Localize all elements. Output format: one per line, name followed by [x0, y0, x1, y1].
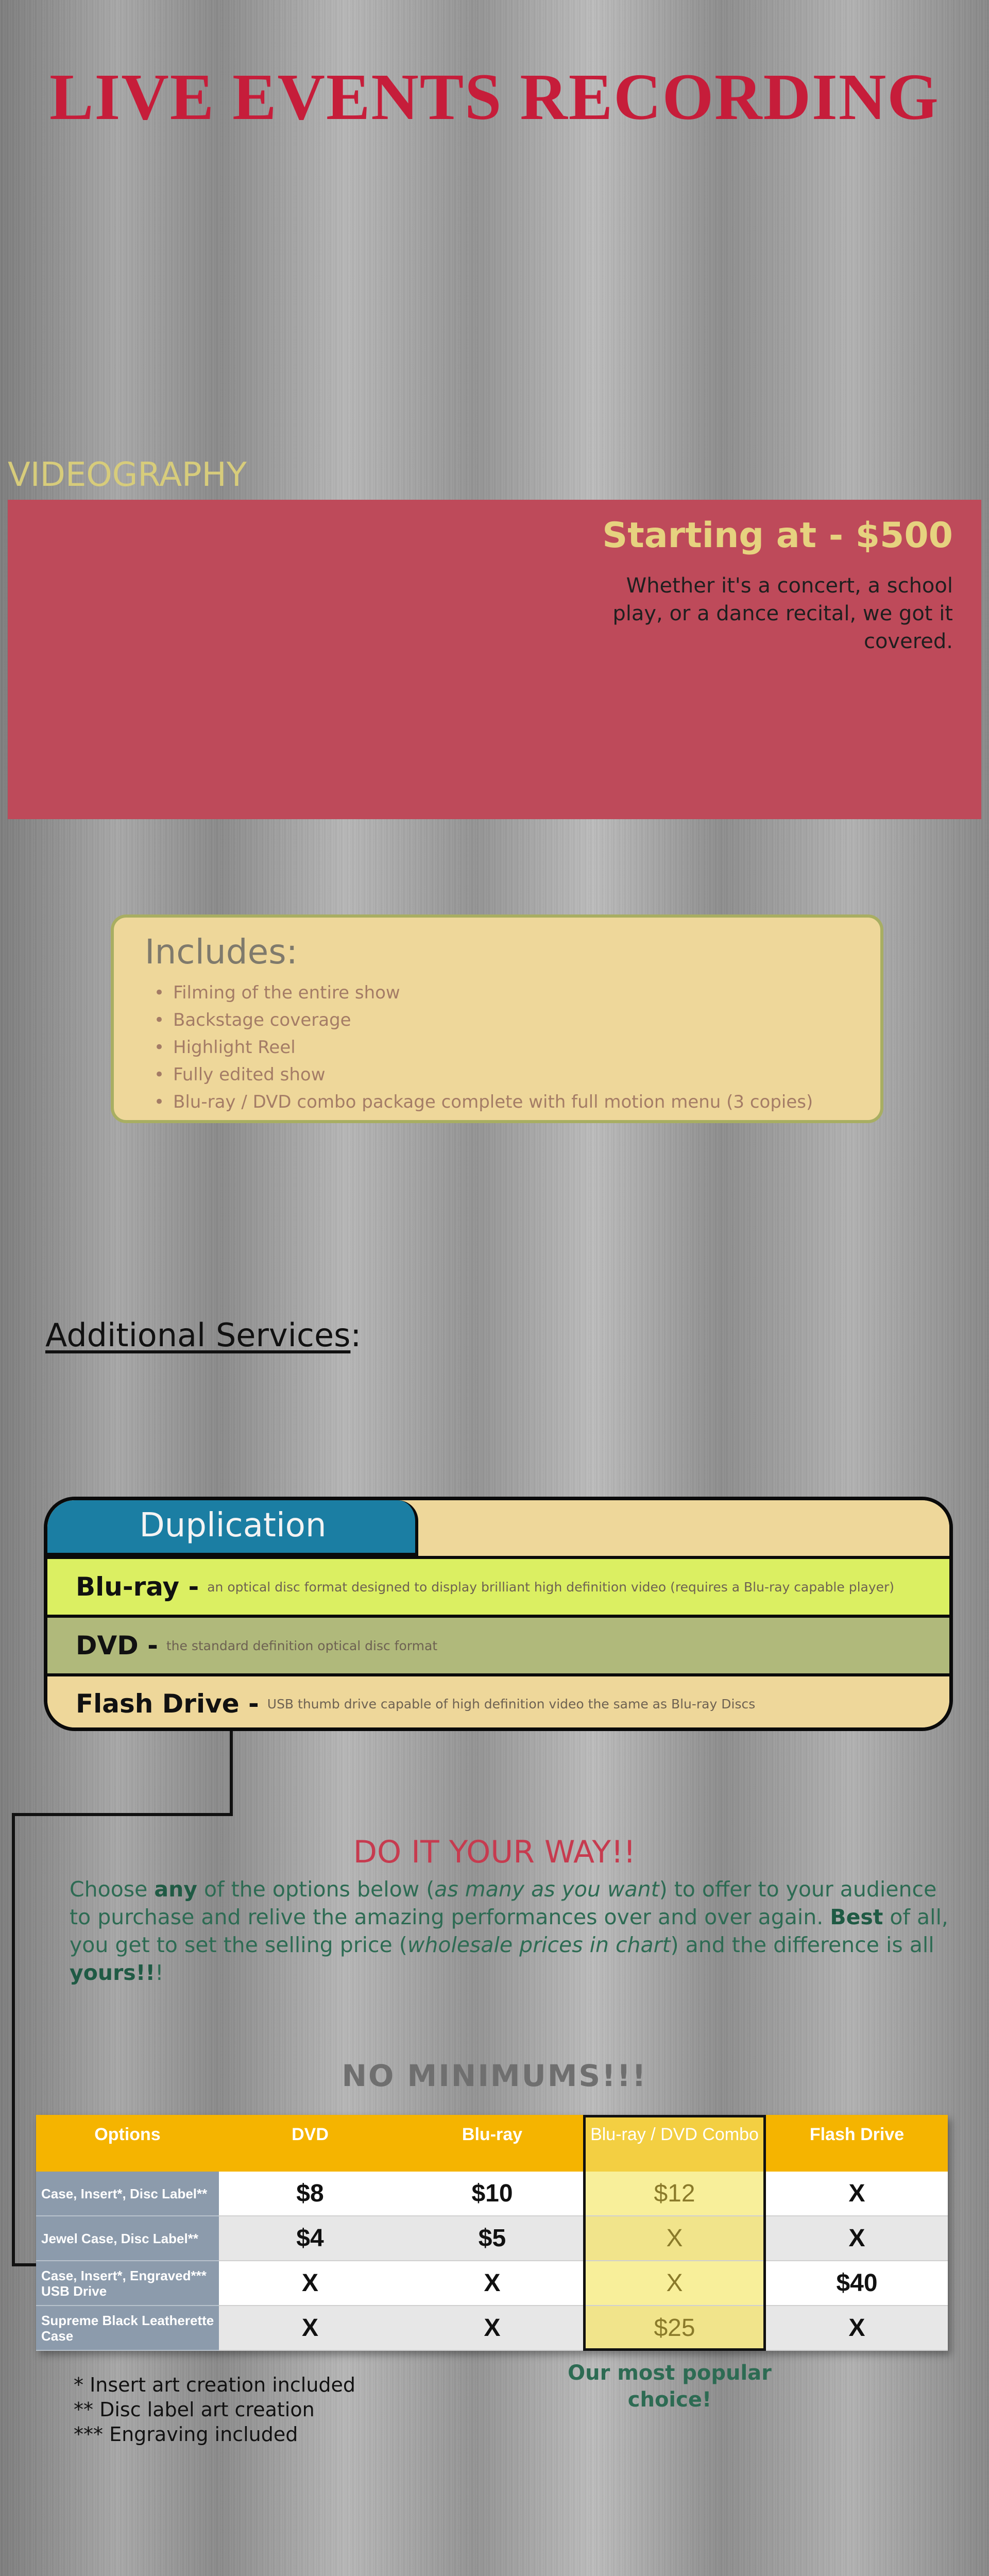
list-item [150, 1061, 813, 1089]
footnotes [74, 2372, 355, 2447]
table-cell: $10 [401, 2172, 583, 2216]
diy-text-emphasis: yours!! [70, 1960, 156, 1985]
duplication-description: an optical disc format designed to display brilliant high definition video (requires a Blu-ray capable player) [207, 1579, 895, 1595]
include-item-text: Blu-ray / DVD combo package complete with full motion menu (3 copies) [173, 1092, 813, 1112]
duplication-description: the standard definition optical disc format [166, 1638, 438, 1653]
include-item-text: Filming of the entire show [173, 982, 400, 1003]
diy-text-part: ! [155, 1960, 164, 1985]
duplication-row-bluray [47, 1556, 949, 1615]
table-row-label: Supreme Black Leatherette Case [36, 2306, 219, 2351]
duplication-description: USB thumb drive capable of high definition video the same as Blu-ray Discs [267, 1696, 756, 1711]
connector-line [230, 1731, 233, 1816]
duplication-name: DVD - [76, 1631, 158, 1660]
videography-price: Starting at - $500 [602, 515, 953, 556]
table-cell: X [583, 2216, 766, 2261]
table-cell: X [401, 2261, 583, 2306]
diy-text-emphasis: any [154, 1877, 197, 1902]
list-item [150, 1034, 813, 1061]
include-item-text: Highlight Reel [173, 1037, 296, 1058]
diy-text [70, 1875, 956, 1987]
table-header-flash-drive: Flash Drive [766, 2115, 948, 2172]
bullet-icon: • [154, 1064, 165, 1085]
footnote: * Insert art creation included [74, 2374, 356, 2396]
table-cell: X [766, 2172, 948, 2216]
duplication-name: Blu-ray - [76, 1572, 199, 1602]
diy-text-part: ) to offer to your audience to purchase and relive the amazing performances over and over again. [70, 1877, 937, 1929]
bullet-icon: • [154, 982, 165, 1003]
table-cell: X [401, 2306, 583, 2351]
table-row-label: Case, Insert*, Disc Label** [36, 2172, 219, 2216]
videography-description: Whether it's a concert, a school play, or a dance recital, we got it covered. [612, 574, 953, 653]
diy-text-part: of all, you get to set the selling price ( [70, 1905, 948, 1957]
duplication-card [44, 1497, 953, 1731]
include-item-text: Backstage coverage [173, 1010, 351, 1030]
diy-text-part: Choose [70, 1877, 155, 1902]
duplication-row-dvd [47, 1615, 949, 1673]
table-header-dvd: DVD [219, 2115, 401, 2172]
table-cell: X [766, 2306, 948, 2351]
table-cell: $25 [583, 2306, 766, 2351]
connector-line [12, 1813, 233, 1816]
additional-services-title: Additional Services [45, 1316, 351, 1354]
table-row-label: Jewel Case, Disc Label** [36, 2216, 219, 2261]
bullet-icon: • [154, 1010, 165, 1030]
footnote: ** Disc label art creation [74, 2398, 315, 2421]
includes-list [150, 979, 813, 1116]
table-cell: X [766, 2216, 948, 2261]
duplication-name: Flash Drive - [76, 1689, 259, 1719]
table-cell: $8 [219, 2172, 401, 2216]
duplication-row-flash-drive [47, 1673, 949, 1731]
popular-choice-note: Our most popular choice! [568, 2361, 772, 2412]
list-item [150, 1089, 813, 1116]
table-cell: X [219, 2306, 401, 2351]
table-header-bluray: Blu-ray [401, 2115, 583, 2172]
connector-line [12, 1813, 15, 2266]
table-cell: X [583, 2261, 766, 2306]
page-title: LIVE EVENTS RECORDING [49, 60, 940, 133]
connector-line [12, 2263, 38, 2266]
diy-title: DO IT YOUR WAY!! [353, 1834, 636, 1870]
table-header-options: Options [36, 2115, 219, 2172]
table-cell: $12 [583, 2172, 766, 2216]
tab-duplication[interactable] [47, 1500, 418, 1556]
no-minimums-heading: NO MINIMUMS!!! [342, 2058, 647, 2093]
table-cell: $4 [219, 2216, 401, 2261]
diy-text-part: of the options below ( [197, 1877, 435, 1902]
additional-services-colon: : [350, 1316, 362, 1354]
duplication-tab-label: Duplication [139, 1506, 327, 1545]
diy-text-italic: as many as you want [434, 1877, 659, 1902]
additional-services-heading [45, 1316, 361, 1354]
includes-box [111, 914, 883, 1123]
table-cell: $40 [766, 2261, 948, 2306]
list-item [150, 979, 813, 1007]
bullet-icon: • [154, 1037, 165, 1058]
footnote: *** Engraving included [74, 2423, 298, 2446]
includes-title: Includes: [145, 932, 298, 972]
include-item-text: Fully edited show [173, 1064, 326, 1085]
videography-label: VIDEOGRAPHY [8, 456, 247, 494]
table-row-label: Case, Insert*, Engraved*** USB Drive [36, 2261, 219, 2306]
diy-text-emphasis: Best [830, 1905, 883, 1929]
diy-text-italic: wholesale prices in chart [407, 1933, 671, 1957]
table-cell: $5 [401, 2216, 583, 2261]
pricing-table [36, 2115, 948, 2351]
bullet-icon: • [154, 1092, 165, 1112]
list-item [150, 1007, 813, 1034]
table-cell: X [219, 2261, 401, 2306]
diy-text-part: ) and the difference is all [670, 1933, 934, 1957]
videography-panel [8, 500, 981, 819]
table-header-combo: Blu-ray / DVD Combo [583, 2115, 766, 2172]
